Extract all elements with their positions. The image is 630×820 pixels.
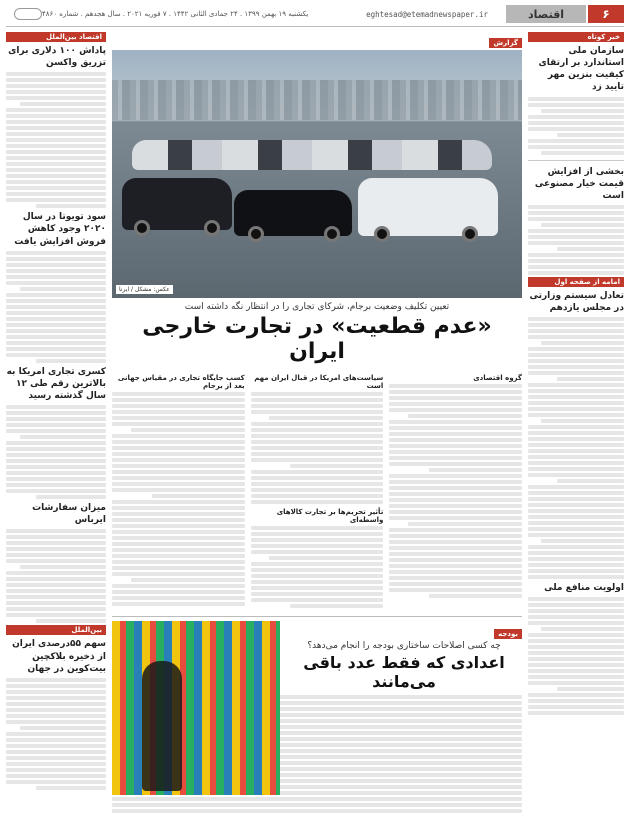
dateline: یکشنبه ۱۹ بهمن ۱۳۹۹ . ۲۴ جمادی الثانی ۱۴۴۲ . ۷ فوریه ۲۰۲۱ . سال هجدهم . شماره ۴۸۶۰ [42, 10, 309, 18]
kicker-report: گزارش [489, 38, 522, 48]
photo-credit: عکس: مشکل / ایرنا [116, 285, 173, 294]
kicker-continued: امامه از صفحه اول [528, 277, 624, 287]
headline-vaccine-bonus: پاداش ۱۰۰ دلاری برای تزریق واکسن [8, 46, 106, 69]
article-body [6, 72, 106, 208]
article-body [6, 251, 106, 363]
page-number: ۶ [588, 5, 624, 23]
section-label: اقتصاد [506, 5, 586, 23]
newspaper-email: eghtesad@etemadnewspaper.ir [366, 9, 488, 19]
article-body [6, 405, 106, 499]
article-body [6, 529, 106, 623]
budget-story [112, 616, 522, 814]
kicker-international: بین‌الملل [6, 625, 106, 635]
article-body [528, 97, 624, 155]
subhead: گروه اقتصادی [473, 374, 522, 382]
headline-national-interest: اولویت منافع ملی [544, 583, 624, 594]
headline-fuel-standard: سازمان ملی استاندارد بر ارتقای کیفیت بنزین مهر تایید زد [538, 46, 624, 93]
article-body [528, 597, 624, 715]
story-columns [112, 370, 522, 610]
newspaper-logo-icon [14, 8, 42, 20]
headline-parliament: تعادل سیستم وزارتی در مجلس یازدهم [529, 290, 624, 314]
header-divider [6, 26, 624, 27]
kicker-intl-economy: اقتصاد بین‌الملل [6, 32, 106, 42]
headline-us-trade-deficit: کسری تجاری امریکا به بالاترین رقم طی ۱۲ سال گذشته رسید [6, 366, 106, 401]
subhead: تأثیر تحریم‌ها بر تجارت کالاهای واسطه‌ای [276, 508, 384, 524]
right-column [528, 30, 624, 814]
budget-headline: اعدادی که فقط عدد باقی می‌مانند [303, 653, 505, 691]
page-header [6, 4, 624, 24]
story-deck: تعیین تکلیف وضعیت برجام، شرکای تجاری را در انتظار نگه داشته است [184, 302, 450, 312]
kicker-news-brief: خبر کوتاه [528, 32, 624, 42]
main-story [112, 30, 522, 814]
kicker-budget: بودجه [494, 629, 522, 639]
headline-bitcoin-share: سهم ۵۵درصدی ایران از ذخیره بلاکچین بیت‌کوین در جهان [12, 639, 106, 674]
headline-toyota-profit: سود تویوتا در سال ۲۰۲۰ وجود کاهش فروش افزایش یافت [14, 212, 106, 247]
subhead: کسب جایگاه تجاری در مقیاس جهانی بعد از برجام [117, 374, 245, 390]
headline-airbus-orders: میزان سفارشات ایرباس [32, 503, 106, 526]
article-body [6, 678, 106, 790]
left-column [6, 30, 106, 814]
main-headline: «عدم قطعیت» در تجارت خارجی ایران [142, 314, 492, 364]
headline-cucumber-price: بخشی از افزایش قیمت خیار مصنوعی است [534, 166, 624, 201]
subhead: سیاست‌های امریکا در قبال ایران مهم است [254, 374, 384, 390]
budget-deck: چه کسی اصلاحات ساختاری بودجه را انجام می‌دهد؟ [307, 641, 501, 651]
article-body [528, 317, 624, 579]
car-lot-photo [112, 50, 522, 298]
shop-photo [112, 621, 280, 795]
article-body [528, 205, 624, 275]
